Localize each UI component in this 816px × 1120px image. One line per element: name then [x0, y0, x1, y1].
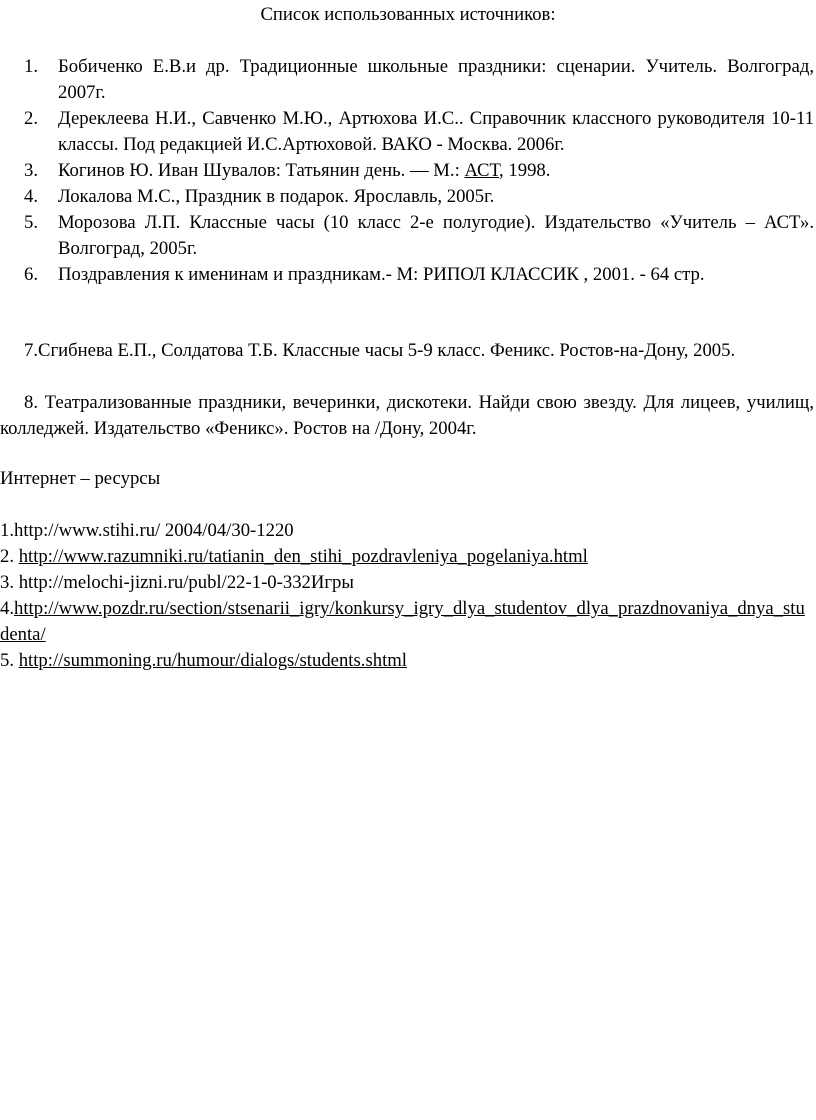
list-item-text: Поздравления к именинам и праздникам.- М: РИПОЛ КЛАССИК , 2001. - 64 стр.	[58, 264, 705, 285]
link-prefix: 4.	[0, 598, 15, 619]
link-url[interactable]: http://www.razumniki.ru/tatianin_den_stihi_pozdravleniya_pogelaniya.html	[18, 546, 588, 567]
publisher-link[interactable]: АСТ	[464, 160, 500, 181]
list-item-text: Локалова М.С., Праздник в подарок. Ярославль, 2005г.	[58, 186, 495, 207]
link-item	[0, 570, 814, 596]
list-item	[24, 210, 814, 262]
link-prefix: 3.	[0, 572, 19, 593]
sources-list	[24, 54, 814, 288]
page-title: Список использованных источников:	[260, 4, 556, 25]
source-text-after: , 1998.	[499, 160, 551, 181]
list-item	[24, 106, 814, 158]
link-prefix: 2.	[0, 546, 19, 567]
list-item-number: 5.	[24, 212, 39, 233]
list-item	[24, 184, 814, 210]
list-item-number: 6.	[24, 264, 39, 285]
list-item-number: 2.	[24, 108, 39, 129]
link-prefix: 5.	[0, 650, 19, 671]
source-7: 7.Сгибнева Е.П., Солдатова Т.Б. Классные часы 5-9 класс. Феникс. Ростов-на-Дону, 2005.	[24, 340, 736, 361]
list-item-text: Дереклеева Н.И., Савченко М.Ю., Артюхова И.С.. Справочник классного руководителя 10-11 классы. Под редакцией И.С.Артюховой. ВАКО - Москва. 2006г.	[58, 108, 814, 155]
list-item-text: Морозова Л.П. Классные часы (10 класс 2-е полугодие). Издательство «Учитель – АСТ». Волгоград, 2005г.	[58, 212, 814, 259]
link-url[interactable]: http://melochi-jizni.ru/publ/22-1-0-332Игры	[18, 572, 354, 593]
list-item	[24, 54, 814, 106]
list-item-number: 1.	[24, 56, 39, 77]
list-item-number: 4.	[24, 186, 39, 207]
link-url[interactable]: http://summoning.ru/humour/dialogs/students.shtml	[18, 650, 407, 671]
internet-links-list	[0, 518, 814, 674]
link-item	[0, 544, 814, 570]
link-url[interactable]: http://www.stihi.ru/ 2004/04/30-1220	[14, 520, 294, 541]
link-item	[0, 648, 814, 674]
link-item	[0, 596, 814, 648]
source-8: 8. Театрализованные праздники, вечеринки, дискотеки. Найди свою звезду. Для лицеев, училищ, колледжей. Издательство «Феникс». Ростов на /Дону, 2004г.	[0, 392, 814, 439]
list-item-text: Бобиченко Е.В.и др. Традиционные школьные праздники: сценарии. Учитель. Волгоград, 2007г.	[58, 56, 814, 103]
link-url[interactable]: http://www.pozdr.ru/section/stsenarii_igry/konkursy_igry_dlya_studentov_dlya_prazdnovaniya_dnya_studenta/	[0, 598, 805, 645]
link-item	[0, 518, 814, 544]
list-item-text	[58, 158, 814, 184]
list-item	[24, 262, 814, 288]
list-item-number: 3.	[24, 160, 39, 181]
source-text-before: Когинов Ю. Иван Шувалов: Татьянин день. — М.:	[58, 160, 465, 181]
internet-heading: Интернет – ресурсы	[0, 468, 161, 489]
list-item	[24, 158, 814, 184]
link-prefix: 1.	[0, 520, 15, 541]
